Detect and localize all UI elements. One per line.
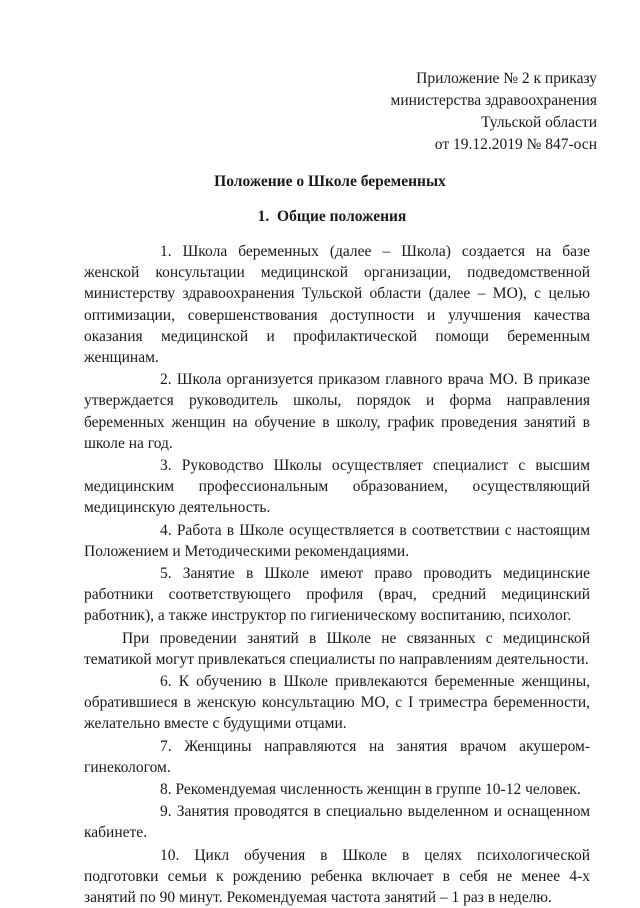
paragraph-3 <box>84 455 590 519</box>
paragraph-number: 6. <box>160 673 172 691</box>
section-title: Общие положения <box>277 208 407 225</box>
paragraph-1 <box>84 241 590 368</box>
paragraph-number: 7. <box>160 737 172 755</box>
paragraph-number: 9. <box>160 803 172 821</box>
paragraph-text: Школа организуется приказом главного врача МО. В приказе утверждается руководитель школы, порядок и форма направления беременных женщин на обучение в школу, график проведения занятий в школе на год. <box>84 371 591 452</box>
paragraph-text: Школа беременных (далее – Школа) создается на базе женской консультации медицинской организации, подведомственной министерству здравоохранения Тульской области (далее – МО), с целью оптимизации, совершенствования доступности и улучшения качества оказания медицинской и профилактической помощи беременным женщинам. <box>84 243 591 367</box>
paragraph-7 <box>84 736 590 778</box>
paragraph-number: 3. <box>160 457 172 475</box>
paragraph-number: 4. <box>160 521 172 539</box>
paragraph-text: При проведении занятий в Школе не связанных с медицинской тематикой могут привлекаться специалисты по направлениям деятельности. <box>84 629 590 668</box>
paragraph-number: 2. <box>160 371 172 389</box>
paragraph-text: Женщины направляются на занятия врачом акушером-гинекологом. <box>84 737 590 776</box>
paragraph-text: Занятия проводятся в специально выделенном и оснащенном кабинете. <box>84 803 590 842</box>
paragraph-number: 1. <box>160 243 172 260</box>
paragraph-text: К обучению в Школе привлекаются беременные женщины, обратившиеся в женскую консультацию МО, с I триместра беременности, желательно вместе с будущими отцами. <box>84 673 591 733</box>
header-line: министерства здравоохранения <box>390 92 597 109</box>
paragraph-text: Цикл обучения в Школе в целях психологической подготовки семьи к рождению ребенка включает в себя не менее 4-х занятий по 90 минут. Рекомендуемая частота занятий – 1 раз в неделю. <box>84 846 590 907</box>
paragraph-10 <box>84 845 590 908</box>
paragraph-text: Руководство Школы осуществляет специалист с высшим медицинским профессиональным образованием, осуществляющий медицинскую деятельность. <box>84 457 590 517</box>
paragraph-9 <box>84 801 590 843</box>
section-number: 1. <box>257 208 270 225</box>
section-heading <box>0 207 640 227</box>
paragraph-8 <box>84 779 590 800</box>
header-line: Приложение № 2 к приказу <box>416 70 597 87</box>
paragraph-number: 8. <box>160 781 172 799</box>
document-body <box>84 241 590 908</box>
order-appendix-header <box>391 68 597 156</box>
header-line: Тульской области <box>481 114 597 131</box>
paragraph-text: Рекомендуемая численность женщин в группе 10-12 человек. <box>175 781 581 799</box>
paragraph-5 <box>84 563 590 627</box>
paragraph-5-continuation <box>84 628 590 670</box>
paragraph-2 <box>84 369 590 454</box>
paragraph-text: Занятие в Школе имеют право проводить медицинские работники соответствующего профиля (врач, средний медицинский работник), а также инструктор по гигиеническому воспитанию, психолог. <box>84 565 591 625</box>
paragraph-6 <box>84 671 590 735</box>
document-title: Положение о Школе беременных <box>214 173 446 190</box>
header-line: от 19.12.2019 № 847-осн <box>434 136 597 153</box>
paragraph-4 <box>84 520 590 562</box>
paragraph-number: 10. <box>160 846 180 864</box>
paragraph-text: Работа в Школе осуществляется в соответствии с настоящим Положением и Методическими рекомендациями. <box>84 521 591 560</box>
paragraph-number: 5. <box>160 565 172 583</box>
